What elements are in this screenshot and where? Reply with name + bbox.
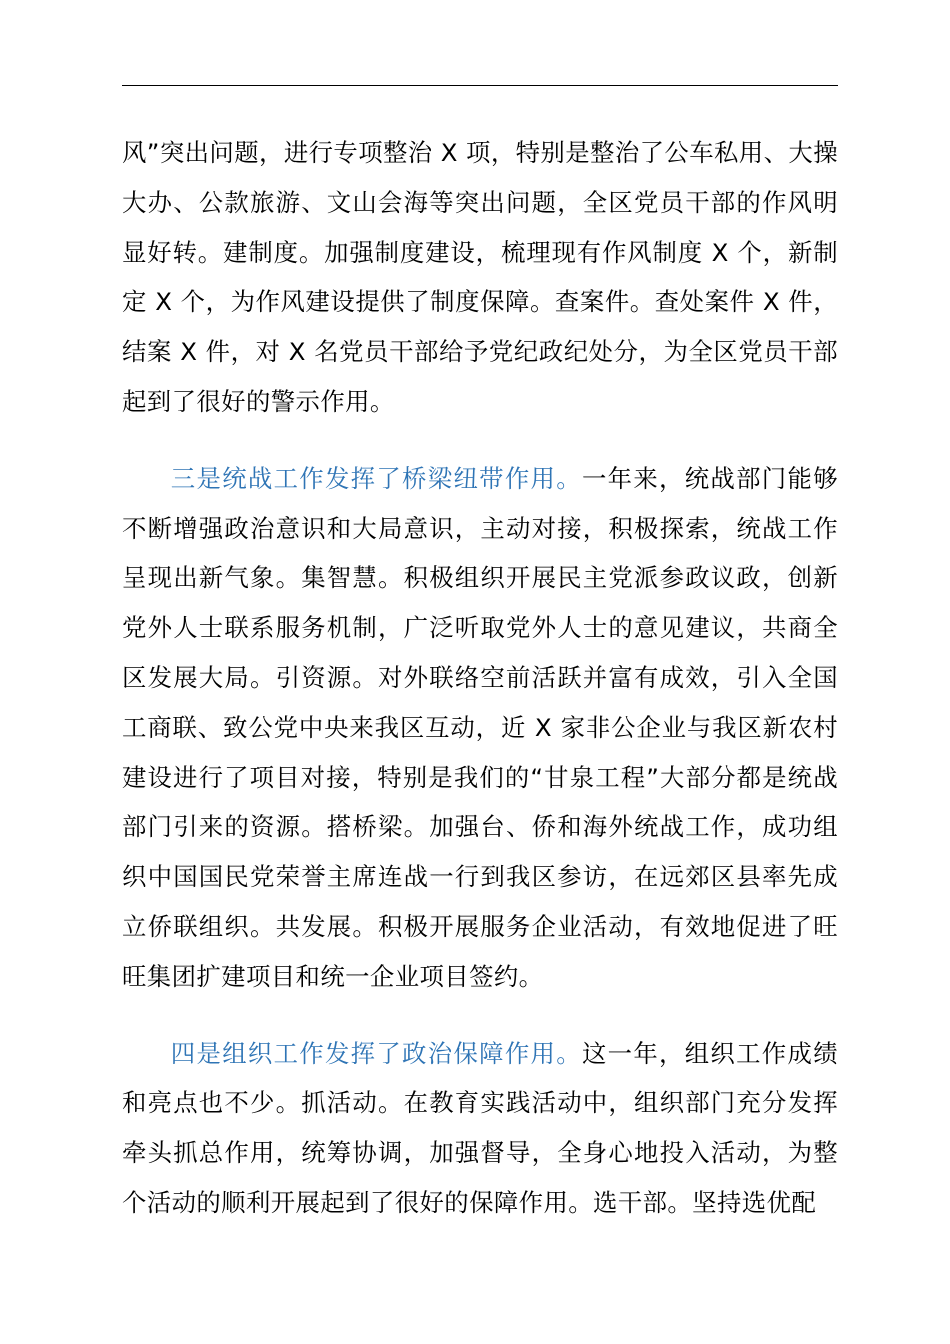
paragraph-text: 风”突出问题，进行专项整治 X 项，特别是整治了公车私用、大操大办、公款旅游、文山会海等突出问题，全区党员干部的作风明显好转。建制度。加强制度建设，梳理现有作风制度 X 个，新制定 X 个，为作风建设提供了制度保障。查案件。查处案件 X 件，结案 X 件，对 X 名党员干部给予党纪政纪处分，为全区党员干部起到了很好的警示作用。	[122, 138, 838, 416]
paragraph-organization	[122, 1029, 838, 1228]
paragraph-text: 一年来，统战部门能够不断增强政治意识和大局意识，主动对接，积极探索，统战工作呈现出新气象。集智慧。积极组织开展民主党派参政议政，创新党外人士联系服务机制，广泛听取党外人士的意见建议，共商全区发展大局。引资源。对外联络空前活跃并富有成效，引入全国工商联、致公党中央来我区互动，近 X 家非公企业与我区新农村建设进行了项目对接，特别是我们的“甘泉工程”大部分都是统战部门引来的资源。搭桥梁。加强台、侨和海外统战工作，成功组织中国国民党荣誉主席连战一行到我区参访，在远郊区县率先成立侨联组织。共发展。积极开展服务企业活动，有效地促进了旺旺集团扩建项目和统一企业项目签约。	[122, 463, 838, 991]
paragraph-text: 这一年，组织工作成绩和亮点也不少。抓活动。在教育实践活动中，组织部门充分发挥牵头抓总作用，统筹协调，加强督导，全身心地投入活动，为整个活动的顺利开展起到了很好的保障作用。选干部。坚持选优配	[122, 1038, 838, 1217]
paragraph-lead: 四是组织工作发挥了政治保障作用。	[170, 1038, 582, 1068]
document-body	[122, 128, 838, 1228]
paragraph-united-front	[122, 454, 838, 1002]
paragraph-lead: 三是统战工作发挥了桥梁纽带作用。	[170, 463, 582, 493]
paragraph-continued	[122, 128, 838, 427]
header-rule	[122, 85, 838, 86]
